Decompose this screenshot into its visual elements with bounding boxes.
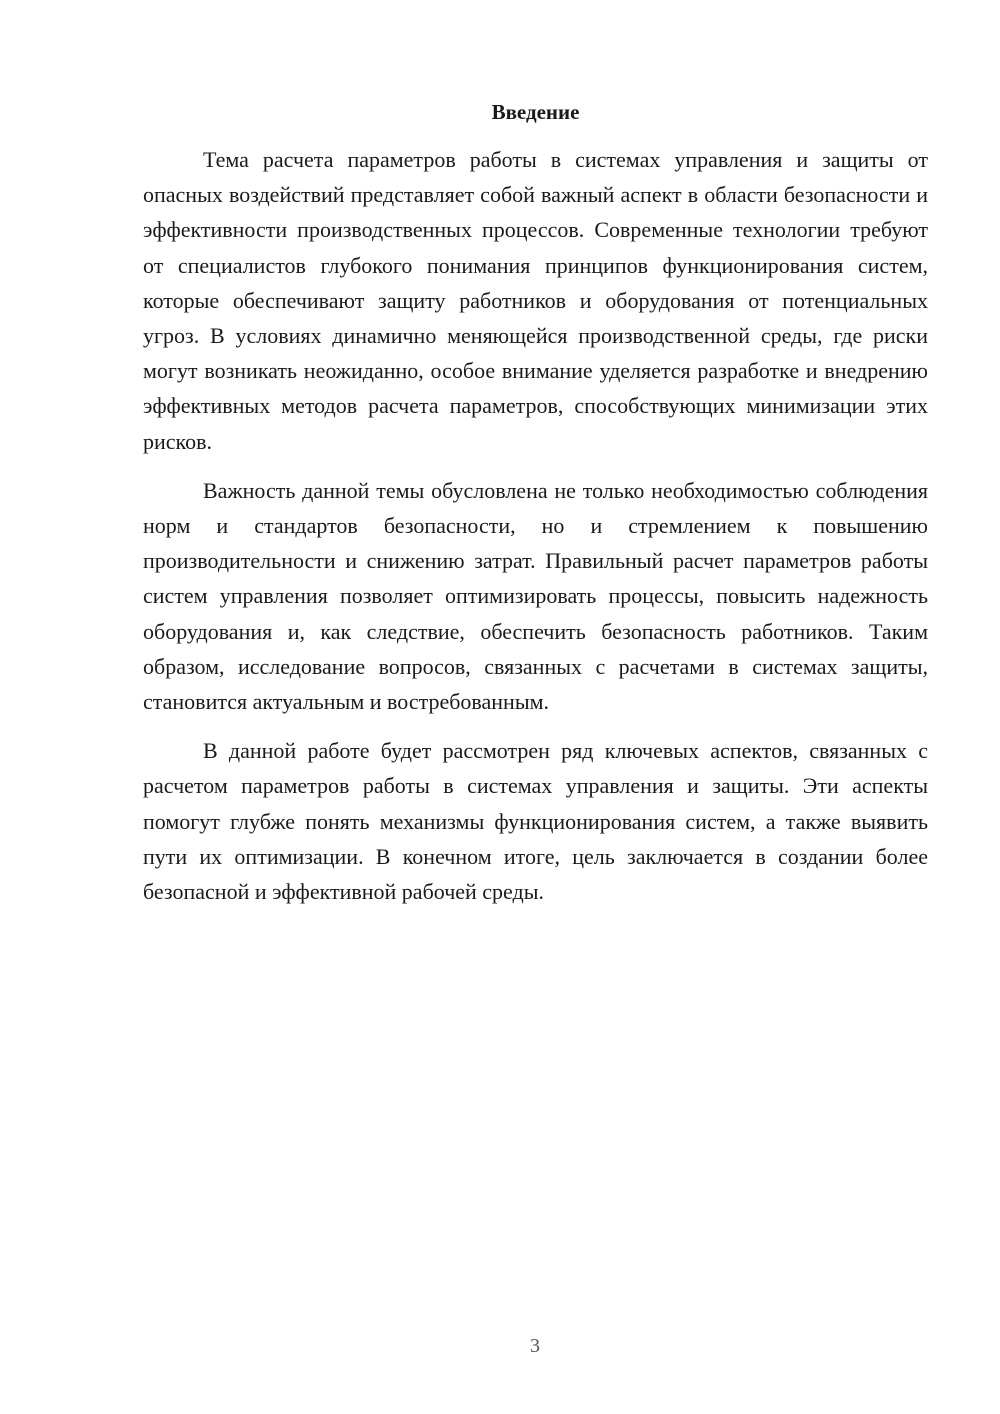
page-number: 3 [530,1335,540,1357]
page-title: Введение [491,100,580,124]
paragraph-2: Важность данной темы обусловлена не только необходимостью соблюдения норм и стандартов безопасности, но и стремлением к повышению производительности и снижению затрат. Правильный расчет параметров работы систем управления позволяет оптимизировать процессы, повысить надежность оборудования и, как следствие, обеспечить безопасность работников. Таким образом, исследование вопросов, связанных с расчетами в системах защиты, становится актуальным и востребованным. [143,477,928,715]
paragraph-3: В данной работе будет рассмотрен ряд ключевых аспектов, связанных с расчетом параметров работы в системах управления и защиты. Эти аспекты помогут глубже понять механизмы функционирования систем, а также выявить пути их оптимизации. В конечном итоге, цель заключается в создании более безопасной и эффективной рабочей среды. [143,738,928,905]
paragraph-1: Тема расчета параметров работы в системах управления и защиты от опасных воздействий представляет собой важный аспект в области безопасности и эффективности производственных процессов. Современные технологии требуют от специалистов глубокого понимания принципов функционирования систем, которые обеспечивают защиту работников и оборудования от потенциальных угроз. В условиях динамично меняющейся производственной среды, где риски могут возникать неожиданно, особое внимание уделяется разработке и внедрению эффективных методов расчета параметров, способствующих минимизации этих рисков. [143,147,928,454]
document-body [143,142,928,923]
